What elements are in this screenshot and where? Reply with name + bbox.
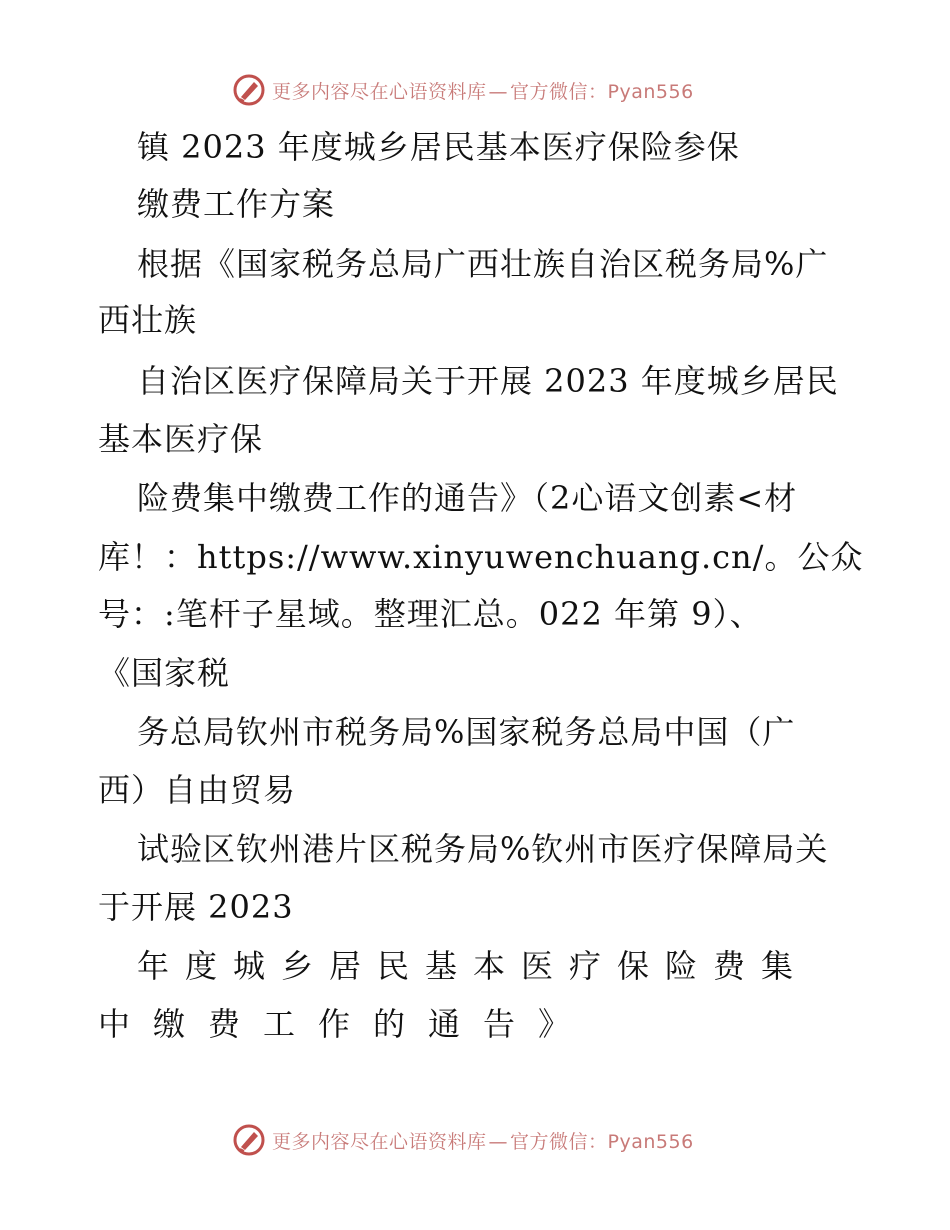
doc-line-15: 年度城乡居民基本医疗保险费集 <box>137 947 810 985</box>
doc-line-8: 库！：https://www.xinyuwenchuang.cn/。公众 <box>98 538 864 576</box>
doc-line-4: 西壮族 <box>98 301 198 339</box>
doc-line-3: 根据《国家税务总局广西壮族自治区税务局%广 <box>137 245 829 283</box>
watermark-site-text: 更多内容尽在心语资料库 <box>272 80 487 103</box>
doc-line-13: 试验区钦州港片区税务局%钦州市医疗保障局关 <box>137 830 829 868</box>
doc-line-14: 于开展 2023 <box>98 888 294 926</box>
watermark-wechat-label: 官方微信： <box>510 1130 608 1153</box>
watermark-separator: — <box>488 1130 509 1153</box>
watermark-wechat-id: Pyan556 <box>607 1130 694 1153</box>
watermark-site-text: 更多内容尽在心语资料库 <box>272 1130 487 1153</box>
watermark-wechat-id: Pyan556 <box>607 80 694 103</box>
watermark-separator: — <box>488 80 509 103</box>
watermark-text <box>272 1127 694 1154</box>
doc-line-10: 《国家税 <box>98 654 231 692</box>
doc-line-6: 基本医疗保 <box>98 420 264 458</box>
doc-line-1: 镇 2023 年度城乡居民基本医疗保险参保 <box>137 128 740 166</box>
brand-logo-icon <box>232 1123 266 1157</box>
doc-line-11: 务总局钦州市税务局%国家税务总局中国（广 <box>137 713 796 751</box>
watermark-wechat-label: 官方微信： <box>510 80 608 103</box>
footer-watermark <box>232 1120 694 1160</box>
doc-line-7: 险费集中缴费工作的通告》（2心语文创素<材 <box>137 479 798 517</box>
doc-line-5: 自治区医疗保障局关于开展 2023 年度城乡居民 <box>137 362 839 400</box>
doc-line-2: 缴费工作方案 <box>137 185 336 223</box>
doc-line-12: 西）自由贸易 <box>98 771 297 809</box>
doc-line-9: 号：:笔杆子星域。整理汇总。022 年第 9）、 <box>98 595 763 633</box>
doc-line-16: 中缴费工作的通告》 <box>98 1005 594 1043</box>
